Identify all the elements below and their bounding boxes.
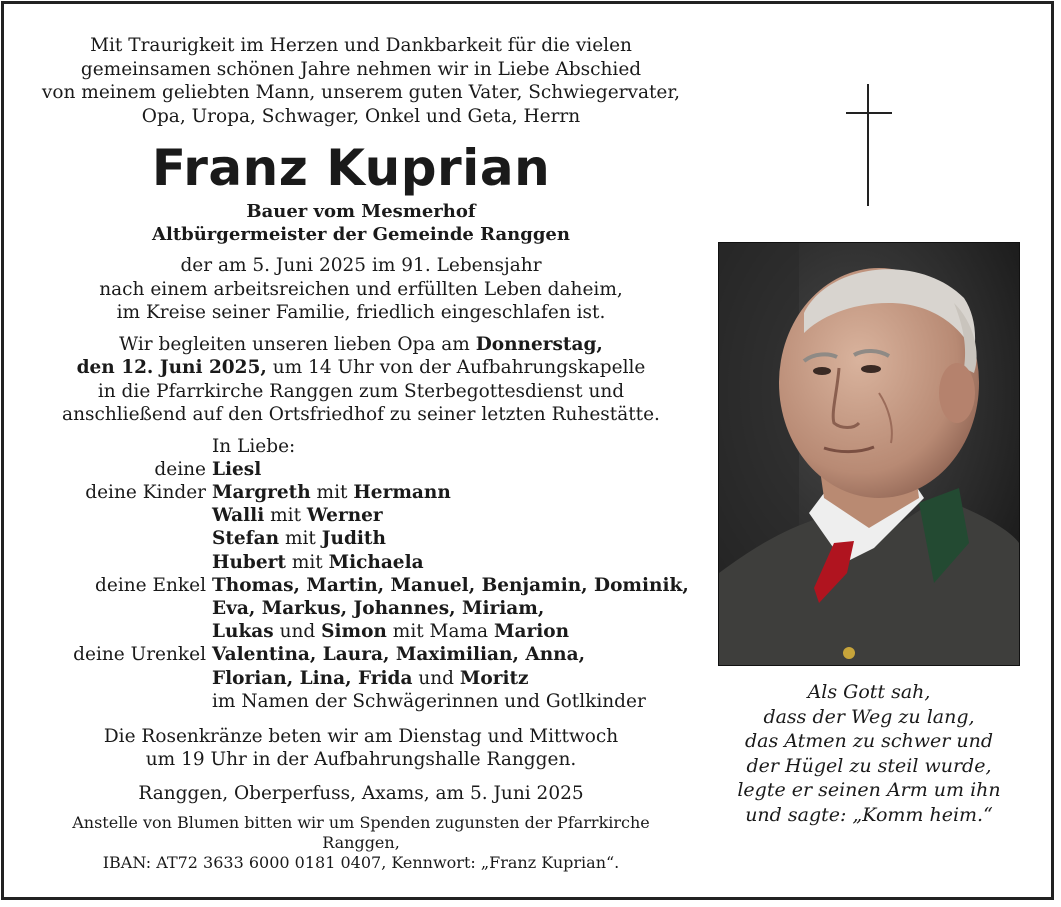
- child-name: Margreth: [212, 481, 311, 503]
- connector: und: [412, 667, 460, 689]
- family-row: [36, 551, 686, 574]
- in-name-line: im Namen der Schwägerinnen und Gotlkinder: [212, 690, 646, 712]
- connector: mit Mama: [386, 621, 494, 643]
- funeral-line: in die Pfarrkirche Ranggen zum Sterbegottesdienst und: [97, 380, 625, 402]
- family-label-empty: [36, 551, 212, 574]
- partner-name: Judith: [321, 528, 386, 550]
- funeral-line: [36, 333, 686, 357]
- family-label-empty: [36, 527, 212, 550]
- role-line: Bauer vom Mesmerhof: [246, 201, 476, 222]
- partner-name: Hermann: [353, 481, 451, 503]
- family-label-empty: [36, 435, 212, 458]
- portrait-illustration: [719, 243, 1019, 665]
- connector: mit: [279, 528, 322, 550]
- family-row: [36, 481, 686, 504]
- family-label-empty: [36, 667, 212, 690]
- great-grandchild-name: Moritz: [459, 667, 529, 689]
- family-names: [212, 643, 686, 666]
- partner-name: Werner: [306, 505, 383, 527]
- intro-line: gemeinsamen schönen Jahre nehmen wir in Liebe Abschied: [80, 58, 642, 80]
- portrait-photo: [718, 242, 1020, 666]
- in-liebe: In Liebe:: [212, 435, 296, 457]
- great-grandchildren-names: Florian, Lina, Frida: [212, 667, 413, 689]
- family-label: deine: [154, 458, 206, 480]
- child-name: Hubert: [212, 551, 286, 573]
- family-row: [36, 597, 686, 620]
- death-notice: [36, 254, 686, 325]
- partner-name: Michaela: [328, 551, 424, 573]
- place-date: Ranggen, Oberperfuss, Axams, am 5. Juni 2025: [138, 782, 584, 804]
- grandchildren-names: Eva, Markus, Johannes, Miriam,: [212, 597, 545, 619]
- intro-line: Opa, Uropa, Schwager, Onkel und Geta, Herrn: [141, 105, 581, 127]
- family-names: [212, 597, 686, 620]
- poem-line: legte er seinen Arm um ihn: [737, 779, 1001, 801]
- funeral-date: den 12. Juni 2025,: [76, 357, 267, 378]
- poem-line: das Atmen zu schwer und: [744, 730, 994, 752]
- funeral-line: [36, 356, 686, 380]
- poem-line: Als Gott sah,: [807, 681, 931, 703]
- child-name: Walli: [212, 505, 265, 527]
- cross-horizontal: [846, 112, 892, 114]
- connector: mit: [264, 505, 307, 527]
- grandchild-name: Simon: [321, 621, 387, 643]
- child-name: Stefan: [212, 528, 280, 550]
- grandchild-name: Lukas: [212, 621, 274, 643]
- family-label-empty: [36, 597, 212, 620]
- roles: [36, 200, 686, 246]
- connector: mit: [310, 481, 354, 503]
- funeral-day: Donnerstag,: [475, 333, 603, 355]
- connector: und: [273, 621, 322, 643]
- role-line: Altbürgermeister der Gemeinde Ranggen: [152, 224, 570, 245]
- family-row: [36, 574, 689, 597]
- deceased-name: Franz Kuprian: [151, 139, 551, 197]
- death-line: im Kreise seiner Familie, friedlich eingeschlafen ist.: [116, 302, 606, 323]
- obituary-text-column: [36, 34, 689, 873]
- great-grandchildren-names: Valentina, Laura, Maximilian, Anna,: [212, 644, 586, 666]
- intro-line: Mit Traurigkeit im Herzen und Dankbarkeit für die vielen: [90, 35, 632, 56]
- death-line: nach einem arbeitsreichen und erfüllten Leben daheim,: [99, 278, 623, 300]
- donation-line: IBAN: AT72 3633 6000 0181 0407, Kennwort: „Franz Kuprian“.: [102, 852, 620, 872]
- family-row: [36, 527, 686, 550]
- family-names: [212, 667, 686, 690]
- cross-vertical: [867, 84, 869, 206]
- poem: [718, 680, 1020, 827]
- poem-line: und sagte: „Komm heim.“: [745, 803, 993, 826]
- grandchildren-names: Thomas, Martin, Manuel, Benjamin, Dominik,: [212, 574, 689, 596]
- wife-name: Liesl: [212, 458, 262, 480]
- family-row: [36, 667, 686, 690]
- connector: mit: [285, 551, 329, 573]
- family-label-empty: [36, 504, 212, 527]
- poem-line: der Hügel zu steil wurde,: [746, 754, 992, 777]
- funeral-text: um 14 Uhr von der Aufbahrungskapelle: [266, 357, 646, 378]
- rosary-line: um 19 Uhr in der Aufbahrungshalle Ranggen.: [145, 749, 577, 771]
- family-names: [212, 620, 686, 643]
- family-row: [36, 690, 686, 713]
- intro-text: [36, 34, 686, 128]
- rosary-line: Die Rosenkränze beten wir am Dienstag und Mittwoch: [103, 725, 619, 747]
- family-row: [36, 458, 686, 481]
- family-label-empty: [36, 620, 212, 643]
- family-label: deine Urenkel: [73, 644, 206, 666]
- funeral-text: Wir begleiten unseren lieben Opa am: [119, 333, 476, 355]
- family-label-empty: [36, 690, 212, 713]
- family-row: [36, 643, 686, 666]
- family-label: deine Enkel: [95, 574, 206, 596]
- family-row: [36, 504, 686, 527]
- donation-line: Anstelle von Blumen bitten wir um Spenden zugunsten der Pfarrkirche Ranggen,: [72, 812, 650, 852]
- family-names: [212, 458, 686, 481]
- mother-name: Marion: [493, 621, 570, 643]
- funeral-notice: [36, 333, 686, 427]
- rosary-notice: [36, 725, 686, 772]
- poem-line: dass der Weg zu lang,: [763, 705, 975, 728]
- family-row: [36, 620, 686, 643]
- cross-icon: [846, 84, 892, 206]
- family-names: [212, 574, 689, 597]
- family-row: [36, 435, 686, 458]
- family-label: deine Kinder: [85, 481, 206, 503]
- family-names: [212, 551, 686, 574]
- death-line: der am 5. Juni 2025 im 91. Lebensjahr: [180, 255, 542, 276]
- intro-line: von meinem geliebten Mann, unserem guten Vater, Schwiegervater,: [41, 82, 681, 103]
- family-names: [212, 481, 686, 504]
- donation-note: [36, 813, 686, 873]
- funeral-line: anschließend auf den Ortsfriedhof zu seiner letzten Ruhestätte.: [62, 404, 660, 425]
- family-list: [36, 435, 689, 713]
- family-names: [212, 504, 686, 527]
- family-names: [212, 527, 686, 550]
